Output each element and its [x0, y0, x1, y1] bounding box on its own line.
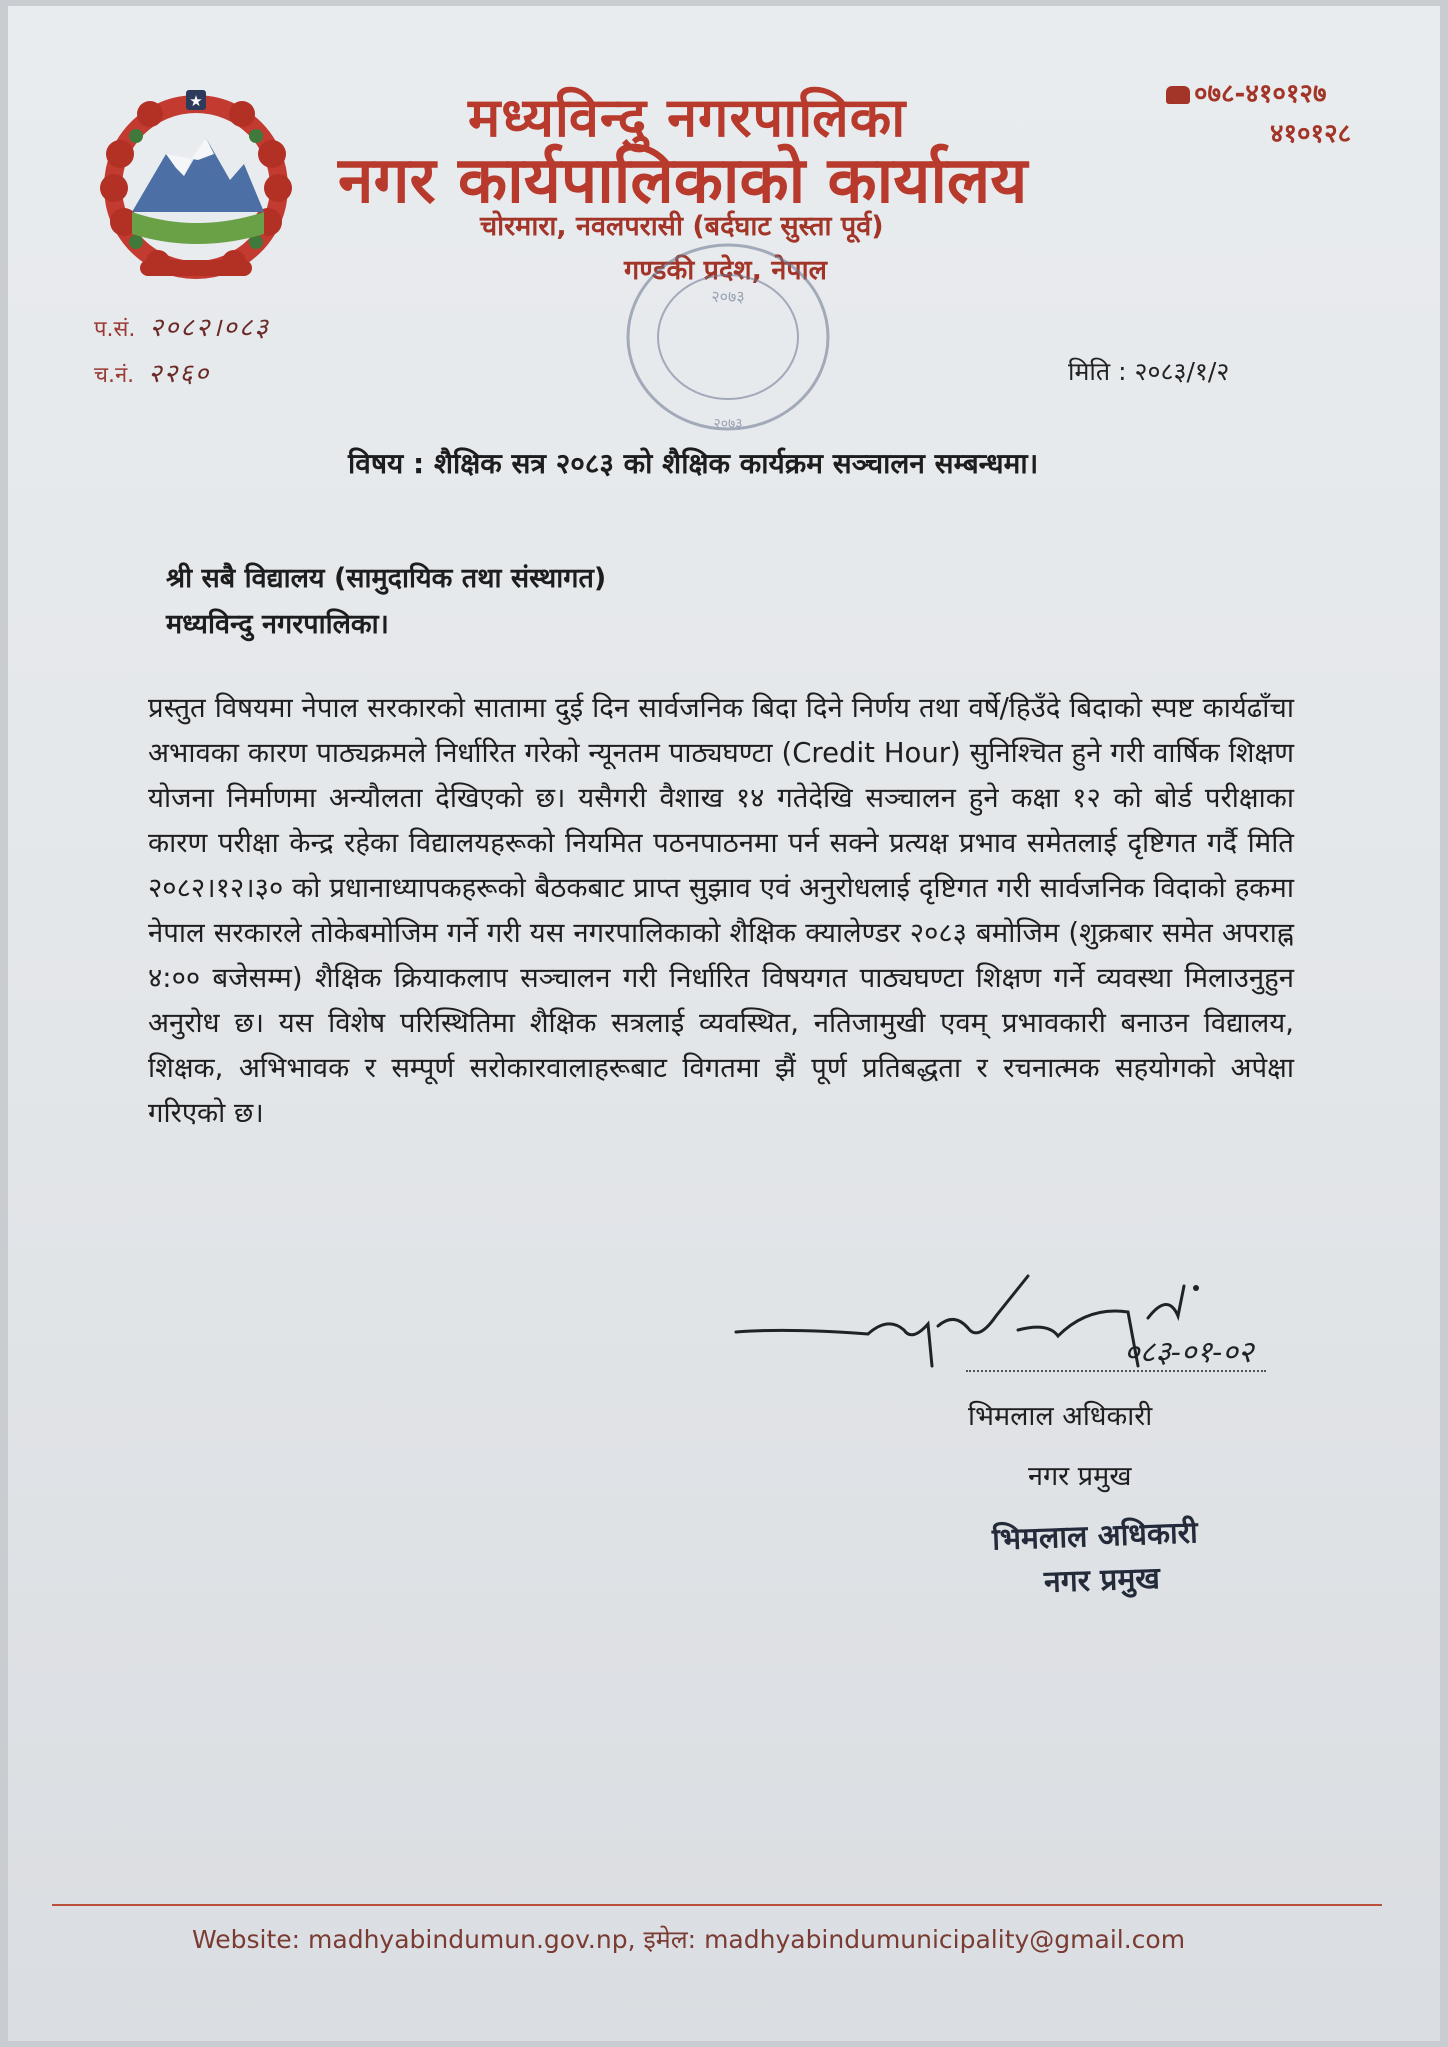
chn-value: २२६० — [148, 359, 211, 389]
ps-label: प.सं. — [94, 317, 136, 342]
province-country: गण्डकी प्रदेश, नेपाल — [624, 255, 827, 286]
seal-year-bottom: २०७३ — [713, 416, 743, 432]
website-label: Website: — [192, 1925, 301, 1954]
letter-page — [8, 6, 1440, 2041]
office-seal-stamp — [608, 232, 848, 442]
addressee-line-2: मध्यविन्दु नगरपालिका। — [166, 609, 389, 640]
letter-date: मिति : २०८३/१/२ — [1068, 357, 1230, 386]
title-stamp: नगर प्रमुख — [1043, 1560, 1161, 1601]
signature-dotted-line — [966, 1370, 1266, 1372]
subject-line: विषय : शैक्षिक सत्र २०८३ को शैक्षिक कार्यक्रम सञ्चालन सम्बन्धमा। — [348, 447, 1039, 480]
office-address: चोरमारा, नवलपरासी (बर्दघाट सुस्ता पूर्व) — [480, 211, 884, 242]
signatory-name: भिमलाल अधिकारी — [968, 1401, 1153, 1432]
phone-number-1: ०७८-४१०१२७ — [1166, 74, 1326, 110]
footer-contact — [192, 1922, 1185, 1956]
phone-icon — [1166, 86, 1190, 104]
phone-number-2: ४१०१२८ — [1270, 119, 1352, 149]
svg-text:★: ★ — [189, 92, 203, 110]
name-stamp: भिमलाल अधिकारी — [991, 1515, 1199, 1558]
signature-date: ०८३-०१-०२ — [1124, 1335, 1254, 1370]
email-label: इमेल: — [643, 1925, 697, 1954]
reference-ps — [94, 308, 270, 344]
addressee-line-1: श्री सबै विद्यालय (सामुदायिक तथा संस्थागत) — [166, 563, 607, 594]
website-link[interactable]: madhyabindumun.gov.np, — [308, 1925, 636, 1954]
signatory-title: नगर प्रमुख — [1028, 1461, 1132, 1492]
municipality-name: मध्यविन्दु नगरपालिका — [468, 86, 907, 149]
email-link[interactable]: madhyabindumunicipality@gmail.com — [704, 1925, 1186, 1954]
ps-value: २०८२।०८३ — [149, 313, 270, 343]
reference-chn — [94, 354, 210, 390]
footer-rule — [52, 1904, 1382, 1906]
letter-body: प्रस्तुत विषयमा नेपाल सरकारको सातामा दुई दिन सार्वजनिक बिदा दिने निर्णय तथा वर्षे/हिउँदे बिदाको स्पष्ट कार्यढाँचा अभावका कारण पाठ्यक्रमले निर्धारित गरेको न्यूनतम पाठ्यघण्टा (Credit Hour) सुनिश्चित हुने गरी वार्षिक शिक्षण योजना निर्माणमा अन्यौलता देखिएको छ। यसैगरी वैशाख १४ गतेदेखि सञ्चालन हुने कक्षा १२ को बोर्ड परीक्षाका कारण परीक्षा केन्द्र रहेका विद्यालयहरूको नियमित पठनपाठनमा पर्न सक्ने प्रत्यक्ष प्रभाव समेतलाई दृष्टिगत गर्दै मिति २०८२।१२।३० को प्रधानाध्यापकहरूको बैठकबाट प्राप्त सुझाव एवं अनुरोधलाई दृष्टिगत गरी सार्वजनिक विदाको हकमा नेपाल सरकारले तोकेबमोजिम गर्ने गरी यस नगरपालिकाको शैक्षिक क्यालेण्डर २०८३ बमोजिम (शुक्रबार समेत अपराह्न ४:०० बजेसम्म) शैक्षिक क्रियाकलाप सञ्चालन गरी निर्धारित विषयगत पाठ्यघण्टा शिक्षण गर्ने व्यवस्था मिलाउनुहुन अनुरोध छ। यस विशेष परिस्थितिमा शैक्षिक सत्रलाई व्यवस्थित, नतिजामुखी एवम् प्रभावकारी बनाउन विद्यालय, शिक्षक, अभिभावक र सम्पूर्ण सरोकारवालाहरूबाट विगतमा झैं पूर्ण प्रतिबद्धता र रचनात्मक सहयोगको अपेक्षा गरिएको छ। — [148, 692, 1294, 1129]
nepal-emblem-logo — [80, 84, 312, 290]
chn-label: च.नं. — [94, 363, 135, 388]
seal-year: २०७३ — [711, 287, 745, 306]
handwritten-signature — [728, 1246, 1368, 1406]
office-name: नगर कार्यपालिकाको कार्यालय — [338, 144, 1028, 218]
